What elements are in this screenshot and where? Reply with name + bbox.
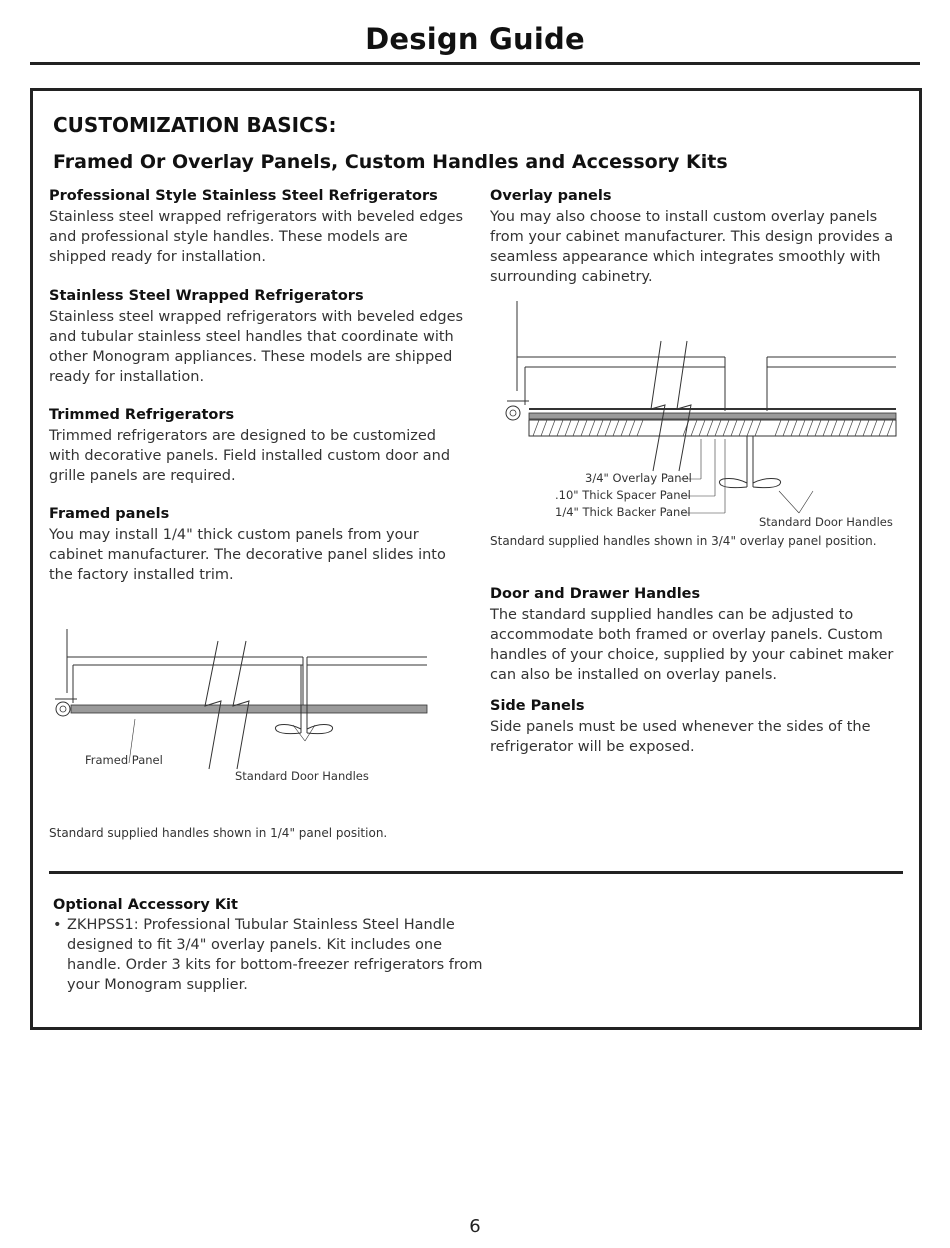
professional-block xyxy=(49,187,467,267)
door-handles-body: The standard supplied handles can be adjusted to accommodate both framed or overlay panels. Custom handles of your choice, supplied by your cabinet maker can also be installed on overlay panels. xyxy=(490,607,894,683)
framed-caption: Standard supplied handles shown in 1/4" panel position. xyxy=(49,826,388,840)
overlay-block xyxy=(490,187,910,287)
wrapped-title: Stainless Steel Wrapped Refrigerators xyxy=(49,288,364,304)
backer-panel-label: 1/4" Thick Backer Panel xyxy=(555,505,691,519)
bullet-icon: • xyxy=(53,917,62,933)
side-panels-title: Side Panels xyxy=(490,698,585,714)
accessory-title: Optional Accessory Kit xyxy=(53,897,238,913)
trimmed-title: Trimmed Refrigerators xyxy=(49,407,235,423)
framed-handles-label: Standard Door Handles xyxy=(235,769,369,783)
accessory-body: ZKHPSS1: Professional Tubular Stainless Steel Handle designed to fit 3/4" overlay panels. Kit includes one handle. Order 3 kits for bottom-freezer refrigerators from your Monogram supplier. xyxy=(67,917,483,993)
overlay-title: Overlay panels xyxy=(490,188,612,204)
section-subheading: Framed Or Overlay Panels, Custom Handles and Accessory Kits xyxy=(53,151,728,173)
section-heading: CUSTOMIZATION BASICS: xyxy=(53,113,337,137)
section-divider xyxy=(49,871,903,874)
professional-body: Stainless steel wrapped refrigerators with beveled edges and professional style handles. These models are shipped ready for installation. xyxy=(49,209,464,265)
trimmed-block xyxy=(49,406,467,486)
framed-panel-label: Framed Panel xyxy=(85,753,163,767)
overlay-caption: Standard supplied handles shown in 3/4" overlay panel position. xyxy=(490,534,877,548)
wrapped-body: Stainless steel wrapped refrigerators with beveled edges and tubular stainless steel handles that coordinate with other Monogram appliances. These models are shipped ready for installation. xyxy=(49,309,464,385)
door-handles-title: Door and Drawer Handles xyxy=(490,586,701,602)
page-title: Design Guide xyxy=(365,22,585,56)
overlay-panel-label: 3/4" Overlay Panel xyxy=(585,471,692,485)
customization-box xyxy=(30,88,922,1030)
spacer-panel-label: .10" Thick Spacer Panel xyxy=(555,488,691,502)
accessory-block xyxy=(53,897,483,995)
side-panels-block xyxy=(490,697,910,757)
framed-body: You may install 1/4" thick custom panels from your cabinet manufacturer. The decorative panel slides into the factory installed trim. xyxy=(49,527,446,583)
overlay-handles-label: Standard Door Handles xyxy=(759,515,893,529)
side-panels-body: Side panels must be used whenever the sides of the refrigerator will be exposed. xyxy=(490,719,871,755)
title-rule xyxy=(30,62,920,65)
door-handles-block xyxy=(490,585,910,685)
trimmed-body: Trimmed refrigerators are designed to be customized with decorative panels. Field installed custom door and grille panels are required. xyxy=(49,428,451,484)
professional-title: Professional Style Stainless Steel Refrigerators xyxy=(49,188,438,204)
overlay-body: You may also choose to install custom overlay panels from your cabinet manufacturer. This design provides a seamless appearance which integrates smoothly with surrounding cabinetry. xyxy=(490,209,894,285)
page-number: 6 xyxy=(469,1216,481,1237)
accessory-list-item xyxy=(53,915,483,995)
framed-title: Framed panels xyxy=(49,506,170,522)
framed-block xyxy=(49,505,467,585)
overlay-panel-diagram xyxy=(503,301,903,529)
framed-panel-diagram xyxy=(43,621,433,783)
wrapped-block xyxy=(49,287,467,387)
